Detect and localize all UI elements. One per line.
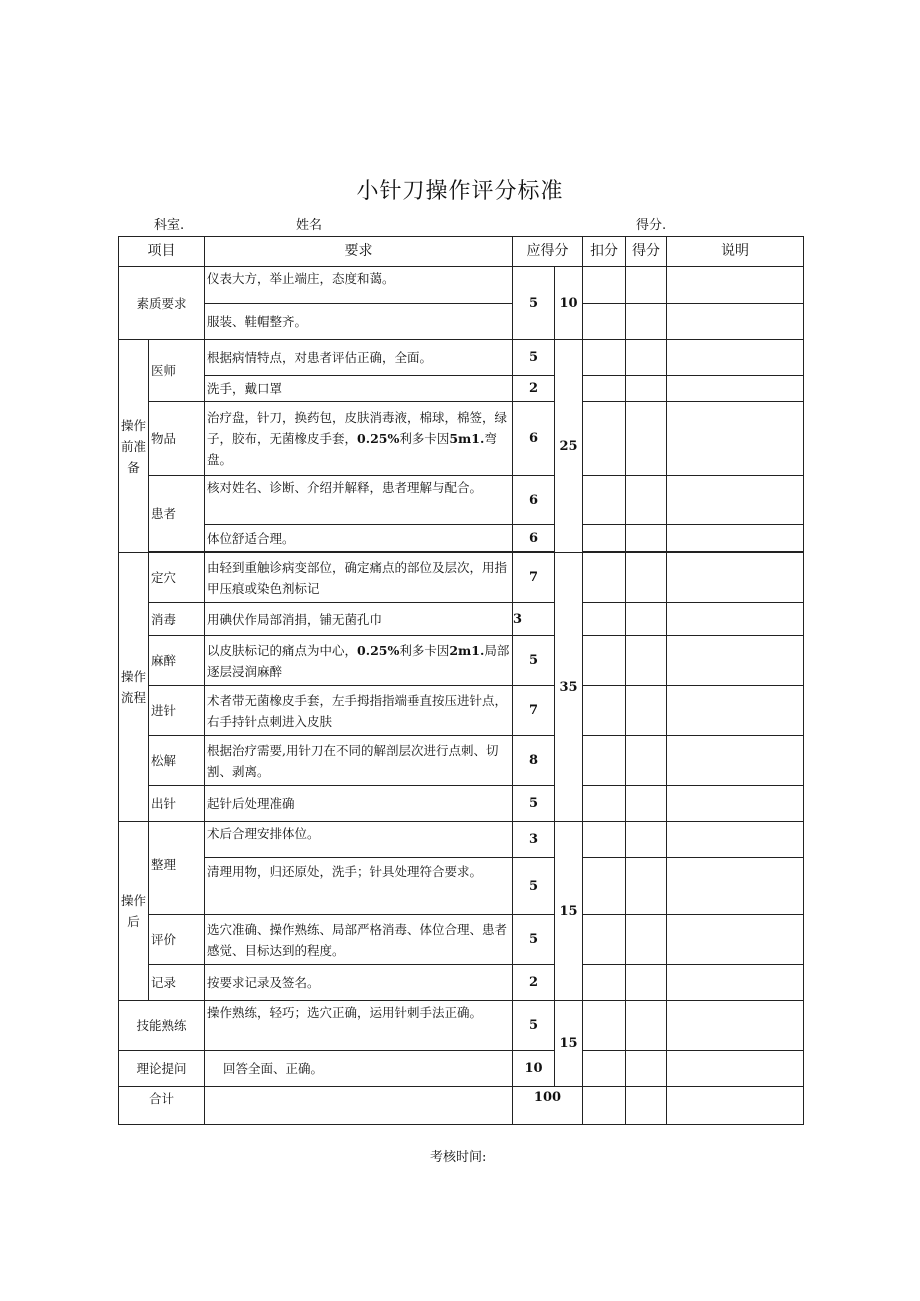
section-prep: 操作前准备: [119, 340, 149, 553]
req-dose: 0.25%: [357, 431, 400, 446]
note-cell[interactable]: [667, 736, 804, 786]
got-cell[interactable]: [626, 603, 667, 636]
sub-disinfect: 消毒: [149, 603, 205, 636]
table-row: [119, 525, 804, 552]
req-cell: 服装、鞋帽整齐。: [205, 304, 513, 340]
sub-patient: 患者: [149, 476, 205, 552]
req-dose: 2m1.: [449, 642, 485, 658]
table-row: [119, 553, 804, 603]
note-cell[interactable]: [667, 965, 804, 1001]
got-cell[interactable]: [626, 1051, 667, 1087]
should-score: 5: [513, 858, 555, 915]
sub-arrange: 整理: [149, 822, 205, 915]
req-cell: [205, 636, 513, 686]
table-row: [119, 915, 804, 965]
section-quality: 素质要求: [119, 267, 205, 340]
section-total-label: 合计: [119, 1087, 205, 1125]
deduct-cell[interactable]: [583, 965, 626, 1001]
name-label: 姓名: [296, 218, 323, 233]
sub-release: 松解: [149, 736, 205, 786]
table-row: [119, 858, 804, 915]
sub-needle-in: 进针: [149, 686, 205, 736]
table-row: [119, 636, 804, 686]
should-score: 6: [513, 476, 555, 525]
section-post: 操作后: [119, 822, 149, 1001]
deduct-cell[interactable]: [583, 686, 626, 736]
req-text: 利多卡因: [399, 431, 450, 446]
should-score: 5: [513, 340, 555, 376]
got-cell[interactable]: [626, 267, 667, 304]
should-score: 5: [513, 915, 555, 965]
section-total: 25: [555, 340, 583, 553]
should-score: 6: [513, 525, 555, 552]
req-cell: [205, 1087, 513, 1125]
note-cell[interactable]: [667, 476, 804, 525]
got-cell[interactable]: [626, 965, 667, 1001]
total-score: 100: [513, 1087, 583, 1125]
header-item: 项目: [119, 237, 205, 267]
got-cell[interactable]: [626, 858, 667, 915]
score-table: [118, 236, 804, 1125]
note-cell[interactable]: [667, 915, 804, 965]
header-note: 说明: [667, 237, 804, 267]
req-cell: 根据病情特点，对患者评估正确，全面。: [205, 340, 513, 376]
req-dose: 0.25%: [357, 642, 400, 658]
score-label: 得分.: [636, 218, 667, 233]
deduct-cell[interactable]: [583, 822, 626, 858]
table-row: [119, 786, 804, 822]
header-got: 得分: [626, 237, 667, 267]
note-cell[interactable]: [667, 1001, 804, 1051]
table-row: [119, 965, 804, 1001]
got-cell[interactable]: [626, 340, 667, 376]
dept-label: 科室.: [154, 218, 185, 233]
note-cell[interactable]: [667, 686, 804, 736]
section-total: 15: [555, 1001, 583, 1087]
header-should: 应得分: [513, 237, 583, 267]
header-row: [119, 237, 804, 267]
req-text: 以皮肤标记的痛点为中心，: [207, 642, 358, 658]
req-text: 局部逐层浸润麻醉: [207, 642, 510, 679]
should-score: 5: [513, 267, 555, 340]
deduct-cell[interactable]: [583, 603, 626, 636]
got-cell[interactable]: [626, 376, 667, 402]
req-cell: 回答全面、正确。: [205, 1051, 513, 1087]
should-score: 5: [513, 786, 555, 822]
got-cell[interactable]: [626, 1087, 667, 1125]
table-row: [119, 1001, 804, 1051]
req-cell: 术后合理安排体位。: [205, 822, 513, 858]
req-cell: [205, 402, 513, 476]
note-cell[interactable]: [667, 786, 804, 822]
got-cell[interactable]: [626, 786, 667, 822]
deduct-cell[interactable]: [583, 340, 626, 376]
got-cell[interactable]: [626, 915, 667, 965]
got-cell[interactable]: [626, 1001, 667, 1051]
sub-needle-out: 出针: [149, 786, 205, 822]
req-cell: 核对姓名、诊断、介绍并解释，患者理解与配合。: [205, 476, 513, 525]
deduct-cell[interactable]: [583, 1051, 626, 1087]
table-row: [119, 267, 804, 304]
sub-evaluate: 评价: [149, 915, 205, 965]
table-row: [119, 736, 804, 786]
got-cell[interactable]: [626, 686, 667, 736]
deduct-cell[interactable]: [583, 1001, 626, 1051]
got-cell[interactable]: [626, 636, 667, 686]
sub-anesth: 麻醉: [149, 636, 205, 686]
req-text: 利多卡因: [399, 642, 450, 658]
section-theory: 理论提问: [119, 1051, 205, 1087]
should-score: 2: [513, 965, 555, 1001]
got-cell[interactable]: [626, 402, 667, 476]
deduct-cell[interactable]: [583, 402, 626, 476]
header-deduct: 扣分: [583, 237, 626, 267]
note-cell[interactable]: [667, 636, 804, 686]
should-score: 6: [513, 402, 555, 476]
req-cell: 用碘伏作局部消捐，铺无菌孔巾: [205, 603, 513, 636]
note-cell[interactable]: [667, 376, 804, 402]
req-text: 弯盘。: [207, 431, 497, 467]
should-score: 5: [513, 1001, 555, 1051]
note-cell[interactable]: [667, 304, 804, 340]
deduct-cell[interactable]: [583, 1087, 626, 1125]
table-row: [119, 1051, 804, 1087]
should-score: 3: [513, 822, 555, 858]
req-cell: 按要求记录及签名。: [205, 965, 513, 1001]
req-cell: 体位舒适合理。: [205, 525, 513, 552]
got-cell[interactable]: [626, 525, 667, 552]
exam-time-label: 考核时间:: [430, 1150, 487, 1165]
should-score: 7: [513, 686, 555, 736]
table-row: [119, 476, 804, 525]
deduct-cell[interactable]: [583, 525, 626, 552]
deduct-cell[interactable]: [583, 736, 626, 786]
got-cell[interactable]: [626, 822, 667, 858]
got-cell[interactable]: [626, 736, 667, 786]
got-cell[interactable]: [626, 553, 667, 603]
note-cell[interactable]: [667, 553, 804, 603]
deduct-cell[interactable]: [583, 915, 626, 965]
should-score: 5: [513, 636, 555, 686]
req-cell: 起针后处理准确: [205, 786, 513, 822]
table-row: [119, 340, 804, 376]
sub-record: 记录: [149, 965, 205, 1001]
note-cell[interactable]: [667, 858, 804, 915]
sub-doctor: 医师: [149, 340, 205, 402]
note-cell[interactable]: [667, 267, 804, 304]
header-req: 要求: [205, 237, 513, 267]
page-title: 小针刀操作评分标准: [356, 179, 564, 204]
got-cell[interactable]: [626, 476, 667, 525]
table-row: [119, 376, 804, 402]
req-cell: 仪表大方，举止端庄，态度和蔼。: [205, 267, 513, 304]
req-cell: 清理用物，归还原处，洗手；针具处理符合要求。: [205, 858, 513, 915]
req-dose: 5m1.: [449, 431, 485, 446]
deduct-cell[interactable]: [583, 476, 626, 525]
req-cell: 根据治疗需要,用针刀在不同的解剖层次进行点刺、切割、剥离。: [205, 736, 513, 786]
note-cell[interactable]: [667, 603, 804, 636]
req-cell: 操作熟练，轻巧；选穴正确，运用针刺手法正确。: [205, 1001, 513, 1051]
table-row: [119, 402, 804, 476]
req-cell: 洗手，戴口罩: [205, 376, 513, 402]
section-skill: 技能熟练: [119, 1001, 205, 1051]
req-cell: 选穴准确、操作熟练、局部严格消毒、体位合理、患者感觉、目标达到的程度。: [205, 915, 513, 965]
section-total: 35: [555, 553, 583, 822]
section-total: 15: [555, 822, 583, 1001]
table-row: [119, 686, 804, 736]
req-cell: 由轻到重触诊病变部位，确定痛点的部位及层次，用指甲压痕或染色剂标记: [205, 553, 513, 603]
req-cell: 术者带无菌橡皮手套，左手拇指指端垂直按压进针点，右手持针点刺进入皮肤: [205, 686, 513, 736]
note-cell[interactable]: [667, 1087, 804, 1125]
deduct-cell[interactable]: [583, 858, 626, 915]
deduct-cell[interactable]: [583, 786, 626, 822]
table-row: [119, 603, 804, 636]
total-row: [119, 1087, 804, 1125]
deduct-cell[interactable]: [583, 376, 626, 402]
table-row: [119, 822, 804, 858]
deduct-cell[interactable]: [583, 553, 626, 603]
should-score: 3: [513, 603, 555, 636]
note-cell[interactable]: [667, 340, 804, 376]
should-score: 10: [513, 1051, 555, 1087]
note-cell[interactable]: [667, 402, 804, 476]
section-total: 10: [555, 267, 583, 340]
note-cell[interactable]: [667, 822, 804, 858]
deduct-cell[interactable]: [583, 636, 626, 686]
sub-goods: 物品: [149, 402, 205, 476]
got-cell[interactable]: [626, 304, 667, 340]
section-process: 操作流程: [119, 553, 149, 822]
sub-acupoint: 定穴: [149, 553, 205, 603]
should-score: 2: [513, 376, 555, 402]
deduct-cell[interactable]: [583, 267, 626, 304]
note-cell[interactable]: [667, 525, 804, 552]
should-score: 7: [513, 553, 555, 603]
req-text: 治疗盘，针刀，换药包，皮肤消毒液，棉球，棉签，绿子，胶布，无菌橡皮手套，: [207, 410, 508, 446]
should-score: 8: [513, 736, 555, 786]
note-cell[interactable]: [667, 1051, 804, 1087]
deduct-cell[interactable]: [583, 304, 626, 340]
table-row: [119, 304, 804, 340]
